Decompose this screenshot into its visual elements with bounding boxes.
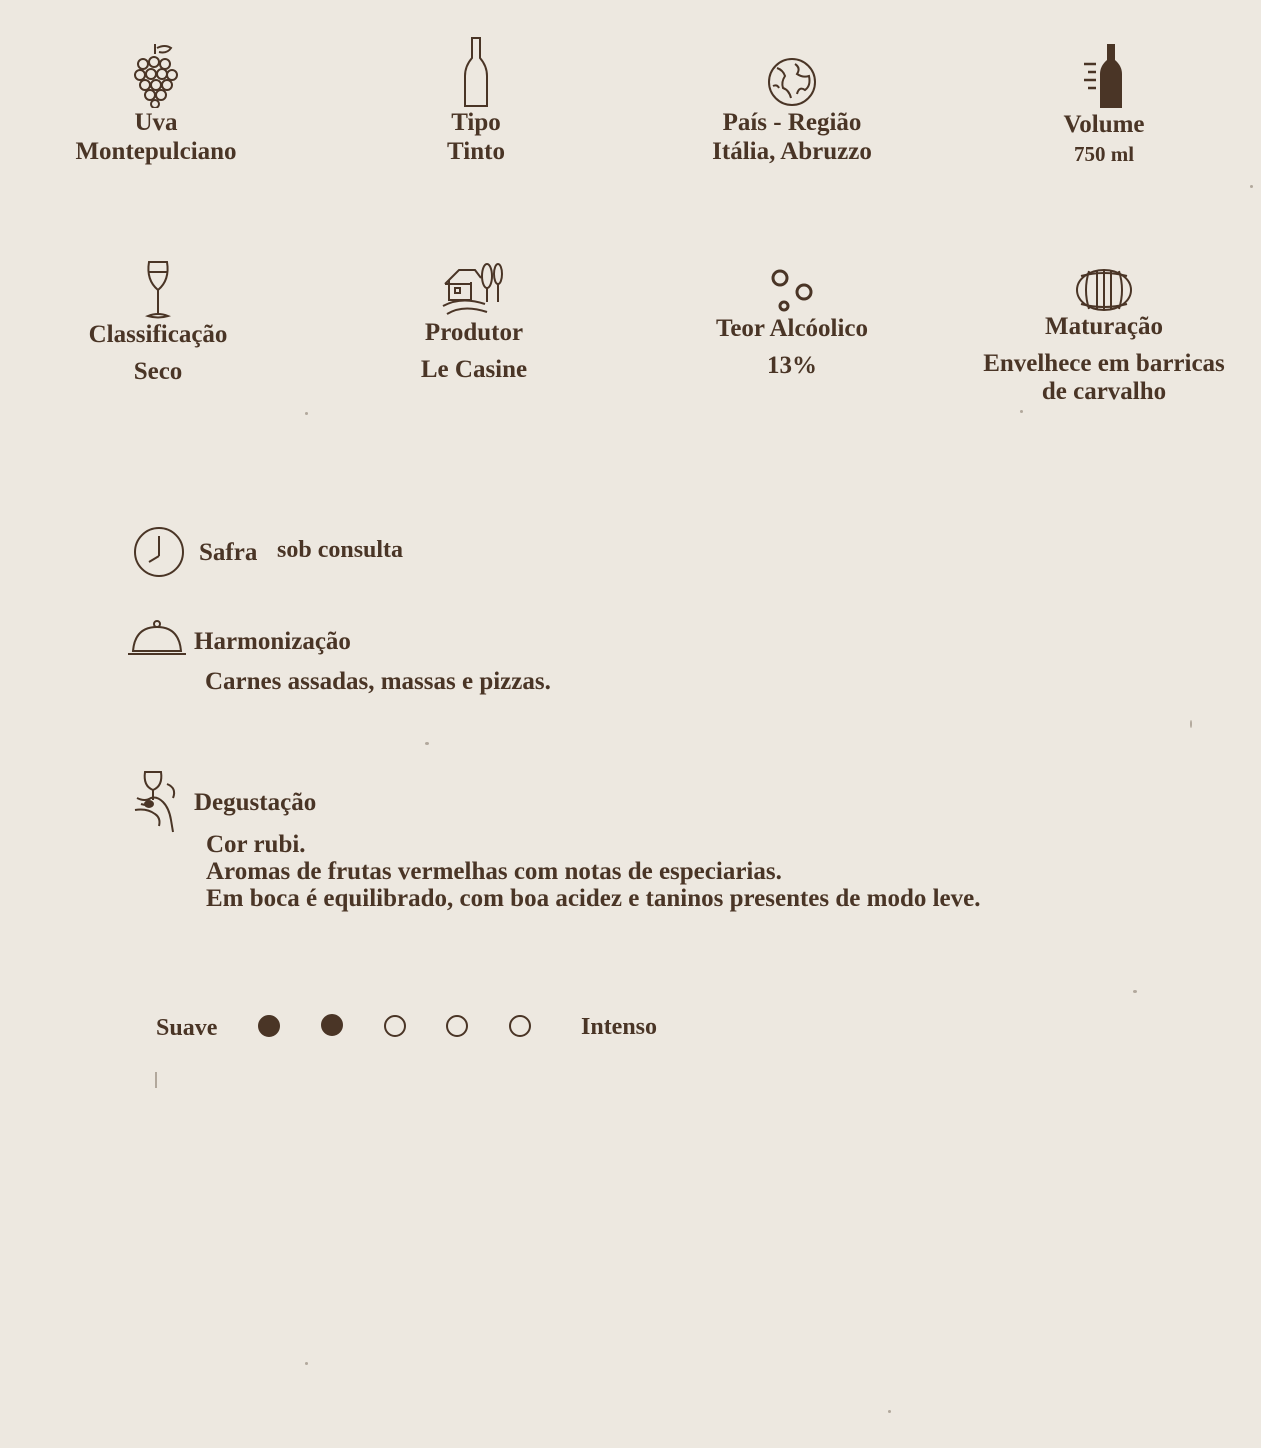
intensity-dot xyxy=(446,1015,468,1037)
spec-tipo xyxy=(326,36,626,166)
spec-value: Tinto xyxy=(447,138,505,165)
barrel-icon xyxy=(1075,268,1133,312)
spec-uva xyxy=(6,42,306,166)
tasting-note-line: Aromas de frutas vermelhas com notas de especiarias. xyxy=(206,858,782,885)
spec-value-line2: de carvalho xyxy=(1041,378,1167,405)
spec-label: Teor Alcóolico xyxy=(715,315,869,342)
globe-icon xyxy=(767,56,817,108)
paper-speck xyxy=(425,742,429,745)
spec-value: 750 ml xyxy=(1073,142,1135,166)
paper-speck xyxy=(1190,720,1192,728)
spec-value: Envelhece em barricas xyxy=(983,350,1225,377)
spec-value: Itália, Abruzzo xyxy=(712,138,872,165)
paper-speck xyxy=(305,1362,308,1365)
spec-classificacao xyxy=(8,260,308,386)
paper-speck xyxy=(888,1410,891,1413)
spec-value: 13% xyxy=(767,352,817,379)
spec-regiao xyxy=(642,56,942,166)
safra-value: sob consulta xyxy=(277,537,404,563)
spec-label: Tipo xyxy=(451,109,501,136)
harmonizacao-text: Carnes assadas, massas e pizzas. xyxy=(205,668,551,695)
spec-volume xyxy=(954,42,1254,168)
intensity-dot xyxy=(509,1015,531,1037)
degustacao-notes xyxy=(206,831,981,912)
harmonizacao-label: Harmonização xyxy=(194,628,351,655)
spec-teor xyxy=(642,266,942,380)
spec-value: Le Casine xyxy=(420,356,528,383)
wine-glass-icon xyxy=(144,260,172,320)
paper-speck xyxy=(1250,185,1253,188)
bottle-outline-icon xyxy=(463,36,489,108)
spec-value: Seco xyxy=(133,358,183,385)
intensity-min-label: Suave xyxy=(156,1015,218,1041)
spec-label: País - Região xyxy=(722,109,862,136)
spec-label: Classificação xyxy=(88,321,228,348)
intensity-max-label: Intenso xyxy=(581,1014,658,1040)
intensity-dot xyxy=(258,1015,280,1037)
degustacao-label: Degustação xyxy=(194,789,317,816)
spec-label: Volume xyxy=(1063,111,1145,138)
farmhouse-icon xyxy=(441,258,507,318)
spec-label: Uva xyxy=(134,109,178,136)
spec-maturacao xyxy=(954,268,1254,406)
spec-label: Produtor xyxy=(424,319,524,346)
intensity-dot xyxy=(321,1014,343,1036)
tasting-note-line: Cor rubi. xyxy=(206,831,306,858)
clock-icon xyxy=(133,526,185,578)
paper-speck xyxy=(1020,410,1023,413)
safra-label: Safra xyxy=(199,539,258,566)
tasting-note-line: Em boca é equilibrado, com boa acidez e taninos presentes de modo leve. xyxy=(206,885,981,912)
bottle-filled-icon xyxy=(1082,42,1126,110)
cloche-icon xyxy=(127,619,187,657)
spec-value: Montepulciano xyxy=(75,138,237,165)
paper-speck xyxy=(305,412,308,415)
tasting-hand-icon xyxy=(133,768,183,836)
spec-label: Maturação xyxy=(1044,313,1164,340)
intensity-dot xyxy=(384,1015,406,1037)
paper-speck xyxy=(1133,990,1137,993)
paper-speck xyxy=(155,1072,157,1088)
spec-produtor xyxy=(324,258,624,384)
bubbles-icon xyxy=(768,266,816,314)
grape-icon xyxy=(133,42,179,108)
